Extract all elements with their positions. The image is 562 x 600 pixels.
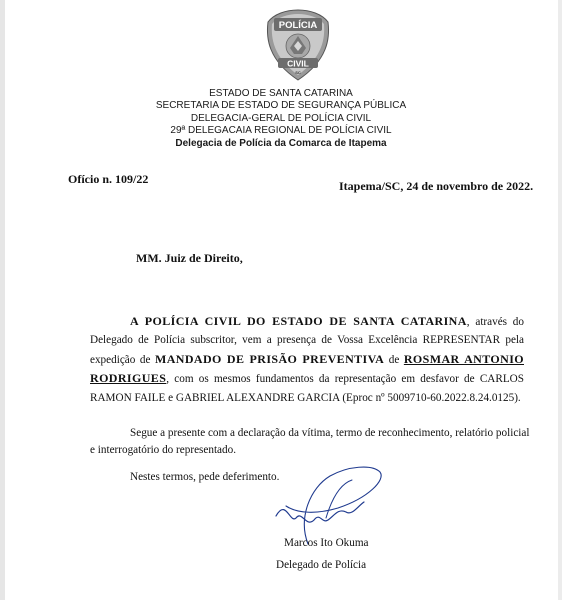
document-date: Itapema/SC, 24 de novembro de 2022. (339, 179, 534, 193)
policia-civil-badge-logo (264, 8, 332, 82)
badge-state-text: SC (295, 70, 301, 75)
header-line-secretariat: SECRETARIA DE ESTADO DE SEGURANÇA PÚBLICA (155, 100, 407, 112)
oficio-number: Ofício n. 109/22 (68, 172, 149, 186)
salutation: MM. Juiz de Direito, (136, 251, 243, 265)
warrant-type: MANDADO DE PRISÃO PREVENTIVA (154, 351, 385, 366)
paragraph1-text-a: , através do Delegado de Polícia subscritor, vem a presença de Vossa Excelência REPRESENTAR pela expedição de (90, 316, 524, 366)
signer-title: Delegado de Polícia (276, 559, 367, 571)
header-line-delegacia-geral: DELEGACIA-GERAL DE POLÍCIA CIVIL (190, 112, 372, 124)
header-line-state: ESTADO DE SANTA CATARINA (209, 88, 353, 99)
paragraph1-text-b: de (384, 353, 404, 366)
signer-name: Marcos Ito Okuma (284, 537, 369, 549)
handwritten-signature (268, 458, 388, 548)
paragraph2-text: Segue a presente com a declaração da vítima, termo de reconhecimento, relatório policial e interrogatório do representado. (90, 427, 530, 456)
paragraph1-text-c: , com os mesmos fundamentos da representação em desfavor de CARLOS RAMON FAILE e GABRIEL ALEXANDRE GARCIA (Eproc nº 5009710-60.2022.8.24.0125). (90, 373, 524, 404)
letterhead (0, 88, 562, 150)
badge-bottom-text: CIVIL (287, 58, 309, 69)
paragraph-attachments (90, 425, 530, 459)
header-line-regional: 29ª DELEGACAIA REGIONAL DE POLÍCIA CIVIL (170, 125, 392, 137)
org-name: A POLÍCIA CIVIL DO ESTADO DE SANTA CATARINA (130, 314, 467, 328)
header-line-comarca: Delegacia de Polícia da Comarca de Itapema (175, 137, 387, 149)
suspect-name: ROSMAR ANTONIO RODRIGUES (90, 351, 524, 386)
closing-line: Nestes termos, pede deferimento. (130, 471, 280, 483)
paragraph-representation (90, 312, 524, 407)
badge-top-text: POLÍCIA (278, 20, 318, 31)
